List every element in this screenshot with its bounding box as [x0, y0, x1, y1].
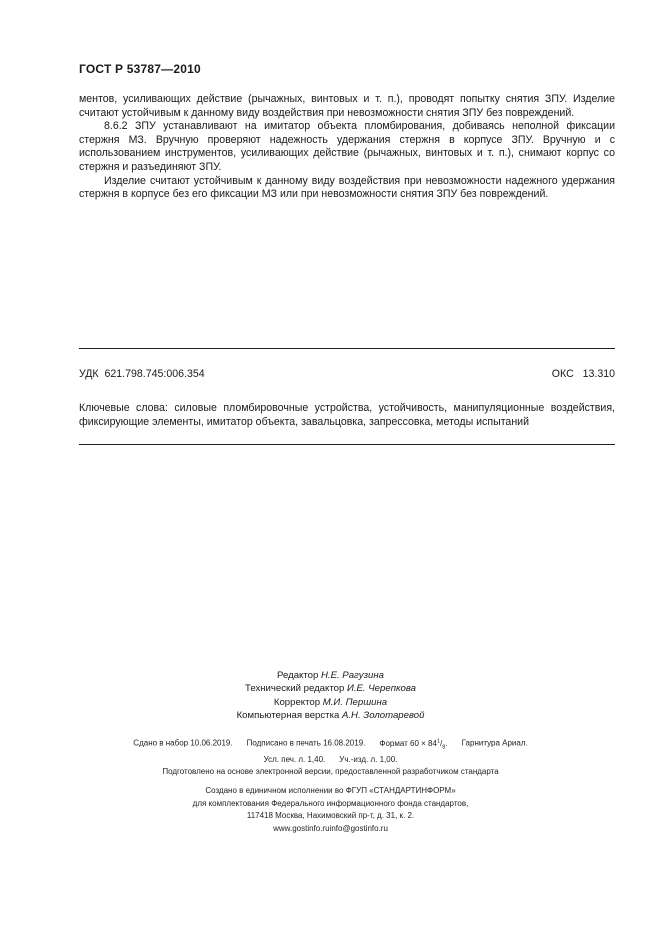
paragraph-continuation: ментов, усиливающих действие (рычажных, винтовых и т. п.), проводят попытку снятия ЗПУ. Изделие считают устойчивым к данному виду воздействия при невозможности снятия ЗПУ без повреждений. [79, 93, 615, 119]
keywords: Ключевые слова: силовые пломбировочные устройства, устойчивость, манипуляционные воздействия, фиксирующие элементы, имитатор объекта, завальцовка, запрессовка, методы испытаний [79, 402, 615, 428]
publisher-line-1: Создано в единичном исполнении во ФГУП «СТАНДАРТИНФОРМ» [205, 786, 456, 795]
publication-line-1 [0, 735, 661, 754]
oks-value: 13.310 [582, 368, 615, 380]
standard-header: ГОСТ Р 53787—2010 [79, 62, 201, 76]
website-link[interactable]: www.gostinfo.ru [273, 823, 330, 833]
udk-code [79, 368, 205, 380]
paper-format: Формат $60 \times 84^1/_8$. [379, 738, 448, 751]
signed-date: Подписано в печать 16.08.2019. [246, 738, 366, 748]
udk-value: 621.798.745:006.354 [104, 368, 205, 380]
credit-tech-editor: Технический редактор И.Е. Черепкова [245, 683, 416, 695]
bottom-divider [79, 444, 615, 445]
submitted-date: Сдано в набор 10.06.2019. [133, 738, 233, 748]
publisher-address: 117418 Москва, Нахимовский пр-т, д. 31, к. 2. [246, 811, 415, 820]
top-divider [79, 348, 615, 349]
publication-info [0, 735, 661, 779]
paragraph-conclusion: Изделие считают устойчивым к данному виду воздействия при невозможности надежного удержания стержня в корпусе без его фиксации МЗ или при невозможности снятия ЗПУ без повреждений. [79, 174, 615, 201]
credits-block [0, 669, 661, 723]
body-text [79, 93, 615, 202]
edit-sheets: Уч.-изд. л. 1,00. [339, 754, 398, 764]
oks-code [460, 368, 615, 380]
publisher-contacts [0, 823, 661, 836]
paragraph-8-6-2: 8.6.2 ЗПУ устанавливают на имитатор объекта пломбирования, добиваясь неполной фиксации стержня МЗ. Вручную проверяют надежность удержания стержня в корпусе ЗПУ. Вручную и с использованием инструментов, усиливающих действие (рычажных, винтовых и т. п.), снимают корпус со стержня и разъединяют ЗПУ. [79, 120, 615, 173]
oks-label: ОКС [551, 368, 574, 380]
credit-editor: Редактор Н.Е. Рагузина [277, 670, 384, 681]
publication-line-2 [0, 754, 661, 767]
typeface: Гарнитура Ариал. [461, 738, 528, 748]
prepared-note: Подготовлено на основе электронной версии, предоставленной разработчиком стандарта [162, 767, 499, 777]
print-sheets: Усл. печ. л. 1,40. [263, 754, 326, 764]
udk-label: УДК [79, 368, 99, 380]
credit-corrector: Корректор М.И. Першина [273, 696, 388, 708]
email-link[interactable]: info@gostinfo.ru [329, 823, 388, 833]
publisher-line-2: для комплектования Федерального информационного фонда стандартов, [192, 798, 469, 808]
publisher-info [0, 785, 661, 835]
credit-layout: Компьютерная верстка А.Н. Золотаревой [236, 710, 425, 722]
